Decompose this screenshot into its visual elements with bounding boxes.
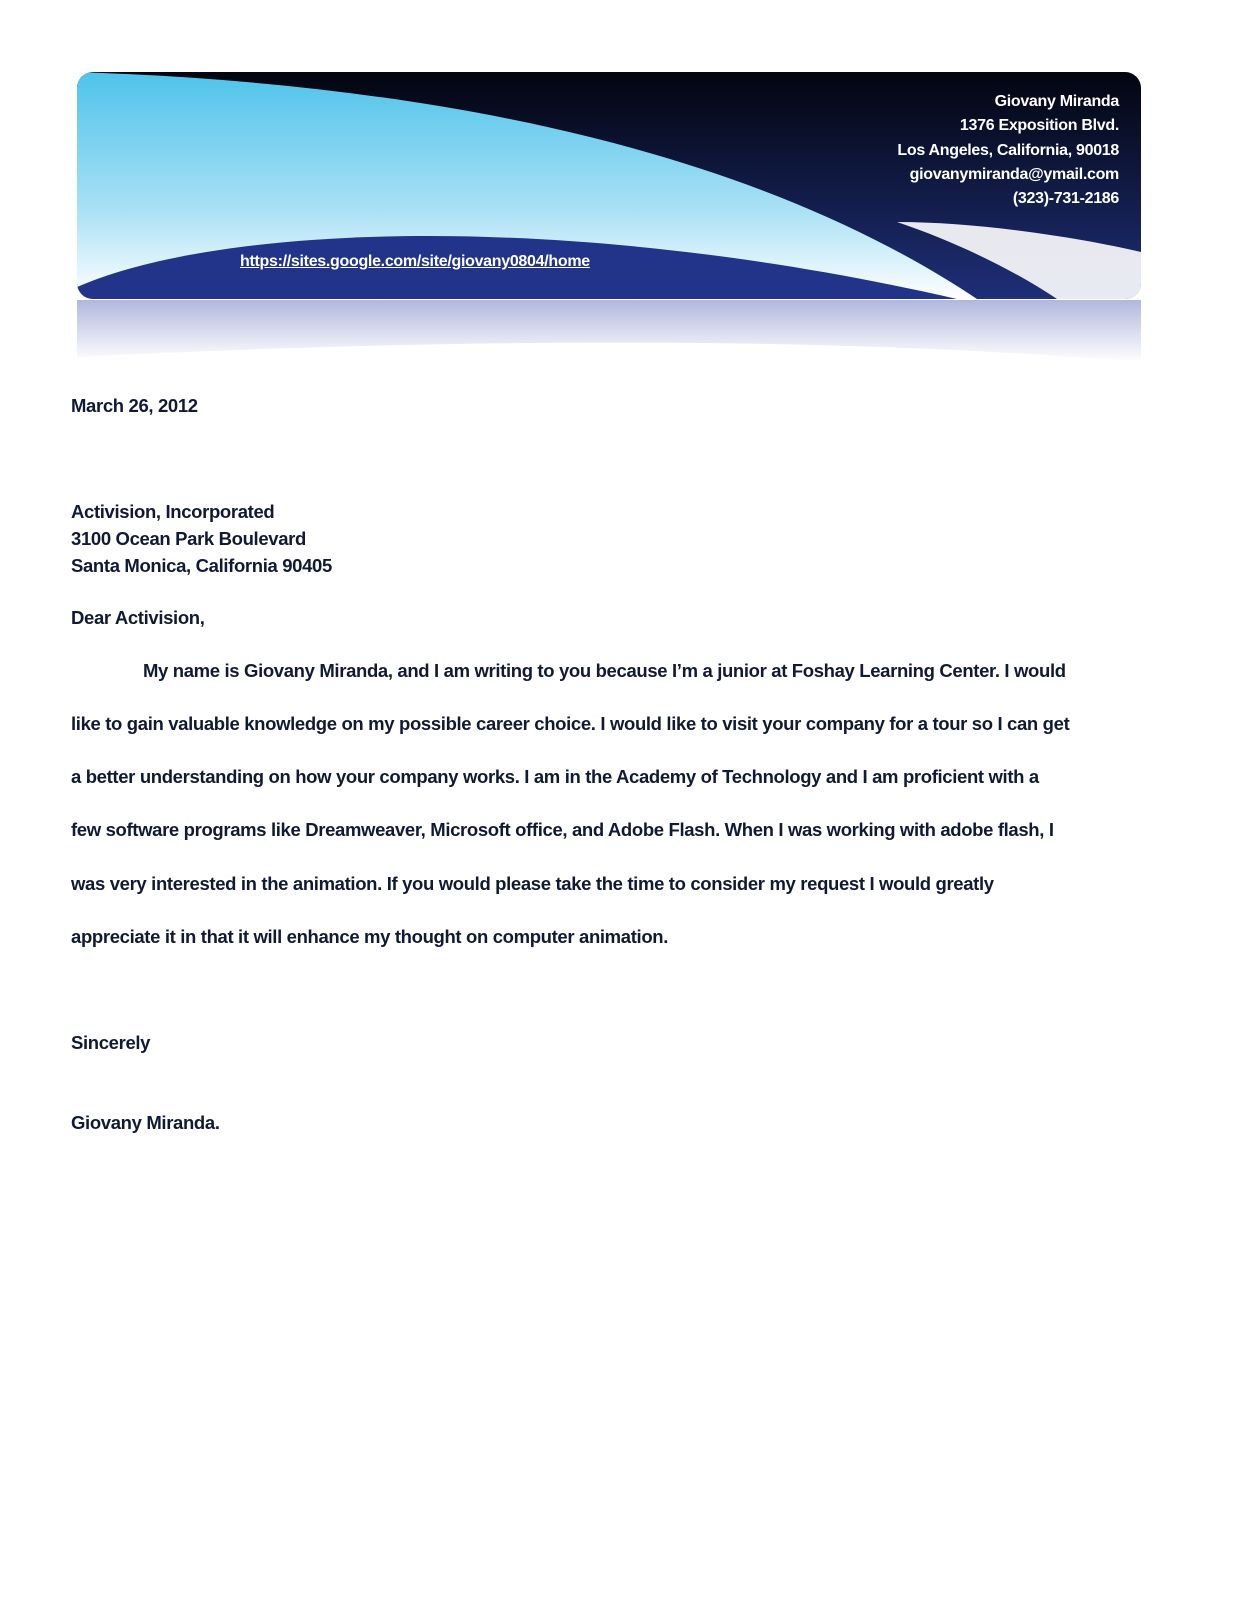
sender-email[interactable]: giovanymiranda@ymail.com <box>909 165 1119 183</box>
letter-date: March 26, 2012 <box>71 395 198 416</box>
recipient-line: Santa Monica, California 90405 <box>71 555 332 576</box>
sender-city: Los Angeles, California, 90018 <box>897 141 1119 159</box>
salutation: Dear Activision, <box>71 607 205 628</box>
signature: Giovany Miranda. <box>71 1112 220 1133</box>
closing: Sincerely <box>71 1032 151 1053</box>
sender-street: 1376 Exposition Blvd. <box>959 117 1119 135</box>
body-line: My name is Giovany Miranda, and I am writing to you because I’m a junior at Foshay Learning Center. I would <box>143 660 1066 681</box>
recipient-line: Activision, Incorporated <box>71 501 275 522</box>
body-line: appreciate it in that it will enhance my thought on computer animation. <box>71 926 669 947</box>
body-line: like to gain valuable knowledge on my possible career choice. I would like to visit your company for a tour so I can get <box>71 713 1070 734</box>
recipient-address <box>71 498 332 579</box>
body-line: a better understanding on how your company works. I am in the Academy of Technology and I am proficient with a <box>71 766 1039 787</box>
website-link[interactable]: https://sites.google.com/site/giovany0804/home <box>240 253 590 270</box>
recipient-line: 3100 Ocean Park Boulevard <box>71 528 306 549</box>
body-line: was very interested in the animation. If you would please take the time to consider my request I would greatly <box>71 873 994 894</box>
body-line: few software programs like Dreamweaver, Microsoft office, and Adobe Flash. When I was working with adobe flash, I <box>71 819 1054 840</box>
sender-phone: (323)-731-2186 <box>1012 190 1119 208</box>
sender-name: Giovany Miranda <box>994 93 1119 110</box>
sender-contact-block <box>897 90 1119 211</box>
